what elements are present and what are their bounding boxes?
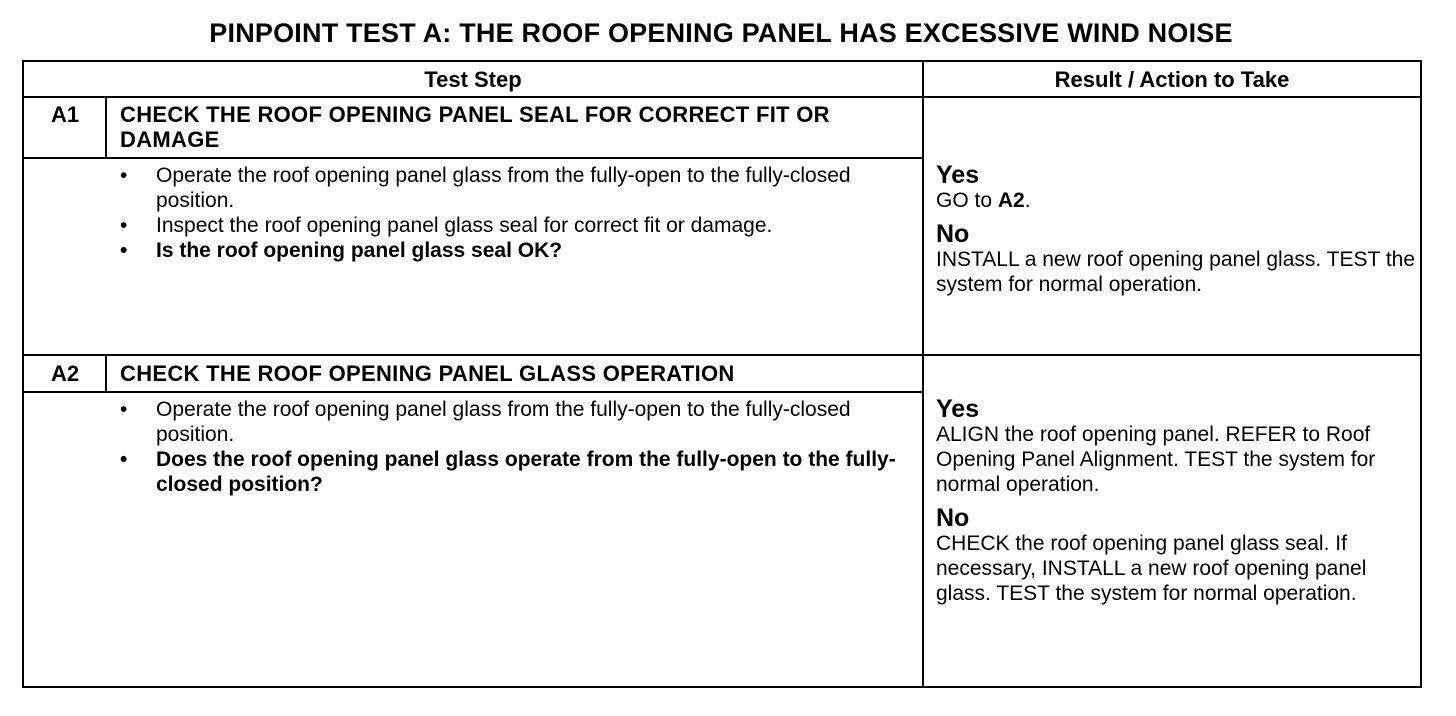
step-id: A2 [50, 361, 80, 386]
result-yes-suffix: . [1024, 189, 1031, 212]
step-title-divider-a2 [24, 391, 922, 393]
result-action [936, 396, 1420, 614]
result-yes-text: ALIGN the roof opening panel. REFER to Roof Opening Panel Alignment. TEST the system for normal operation. [936, 423, 1376, 496]
result-yes-prefix: GO to [936, 189, 998, 212]
step-divider [24, 354, 1420, 356]
step-question: • Does the roof opening panel glass operate from the fully-open to the fully-closed position? [120, 447, 910, 497]
header-result-action: Result / Action to Take [1054, 67, 1290, 92]
instruction-item: • Operate the roof opening panel glass from the fully-open to the fully-closed position. [120, 397, 910, 447]
result-yes-label: Yes [936, 161, 980, 189]
column-divider [922, 62, 924, 686]
step-id: A1 [50, 102, 80, 127]
result-no-text: INSTALL a new roof opening panel glass. TEST the system for normal operation. [936, 248, 1416, 296]
instruction-item: • Inspect the roof opening panel glass seal for correct fit or damage. [120, 213, 910, 238]
step-title-divider-a1 [24, 157, 922, 159]
step-title: CHECK THE ROOF OPENING PANEL GLASS OPERATION [120, 361, 735, 386]
page-title: PINPOINT TEST A: THE ROOF OPENING PANEL HAS EXCESSIVE WIND NOISE [209, 18, 1233, 48]
result-no-label: No [936, 504, 970, 532]
step-instructions [120, 397, 910, 497]
result-yes-text [936, 188, 1420, 213]
step-title: CHECK THE ROOF OPENING PANEL SEAL FOR CORRECT FIT OR DAMAGE [120, 102, 830, 152]
instruction-item: • Operate the roof opening panel glass from the fully-open to the fully-closed position. [120, 163, 910, 213]
pinpoint-test-table [22, 60, 1422, 688]
step-question: • Is the roof opening panel glass seal OK? [120, 238, 910, 263]
result-no-label: No [936, 220, 970, 248]
result-yes-label: Yes [936, 395, 980, 423]
go-to-step-link[interactable]: A2 [997, 189, 1025, 212]
header-test-step: Test Step [424, 67, 522, 92]
result-action [936, 162, 1420, 305]
step-instructions [120, 163, 910, 263]
result-no-text: CHECK the roof opening panel glass seal. If necessary, INSTALL a new roof opening panel glass. TEST the system for normal operation. [936, 532, 1367, 605]
